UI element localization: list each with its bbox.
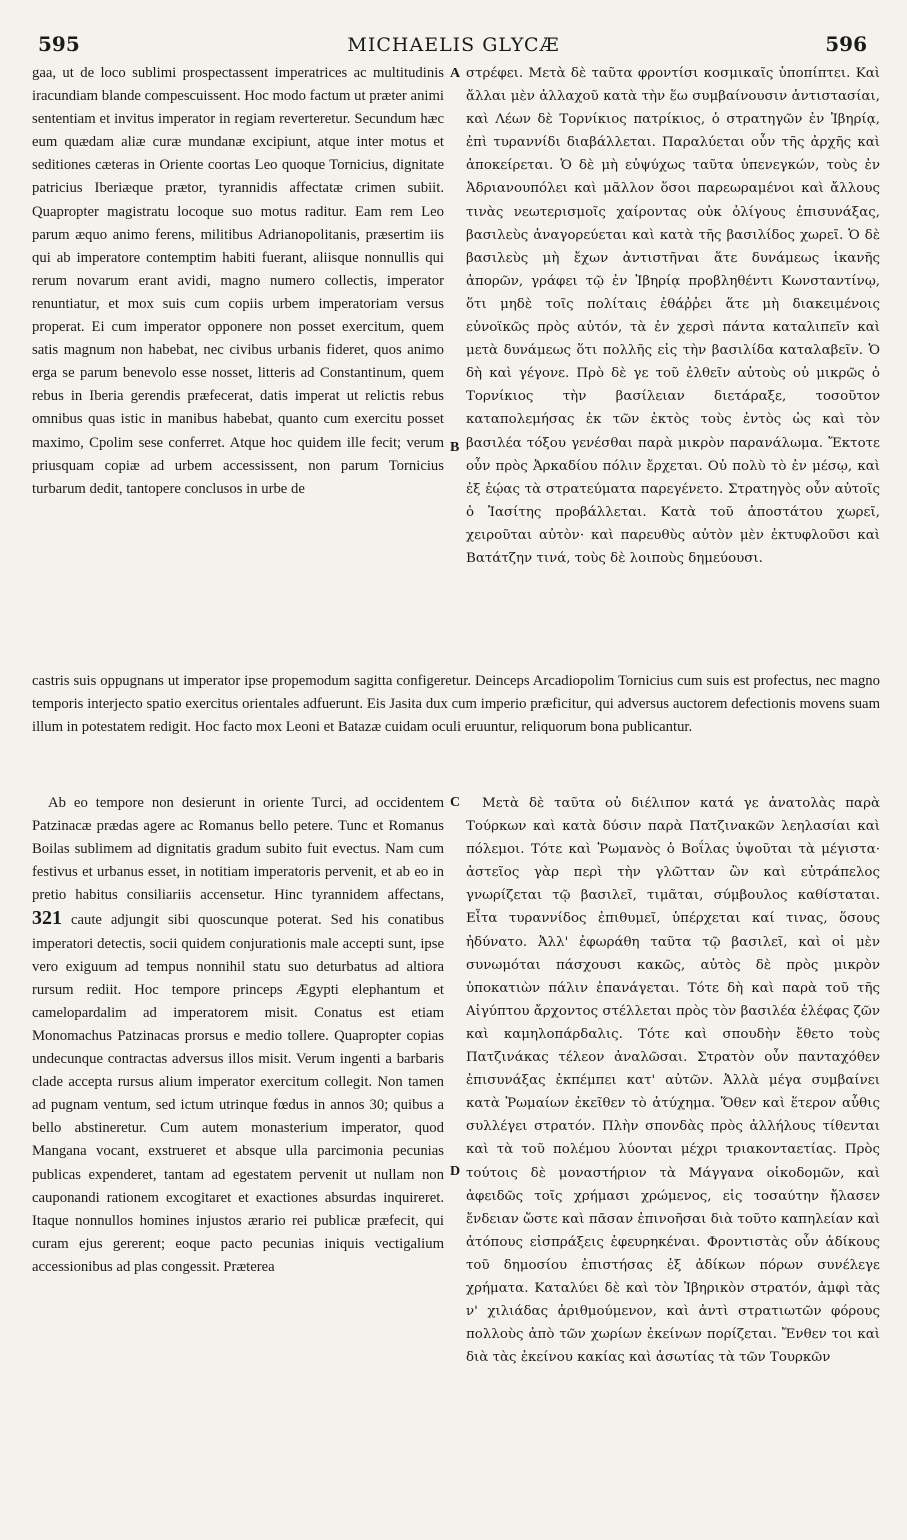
- latin-paragraph-c: [32, 792, 444, 1279]
- running-title: MICHAELIS GLYCÆ: [347, 34, 560, 56]
- latin-paragraph-a: gaa, ut de loco sublimi prospectassent imperatrices ac multitudinis iracundiam blande compescuissent. Hoc modo factum ut præter animi sententiam et invitus imperator in regiam reverteretur. Secundum hæc eum quædam aliæ curæ mundanæ excipiunt, atque inter motus et seditiones cæteras in Oriente coortas Leo quoque Tornicius, dignitate patricius Iberiæque prætor, tyrannidis affectatæ crimen subiit. Quapropter magistratu locoque suo motus raditur. Eam rem Leo parum æquo animo ferens, militibus Adrianopolitanis, præsertim iis qui ab imperatore contemptim habiti fuerant, aliisque nonnullis qui rerum novarum erant avidi, magno numero collectis, imperator renuntiatur, et mox suis cum copiis urbem imperatoriam versus properat. Ei cum imperator opponere non posset exercitum, quem satis magnum non habebat, nec civibus urbanis fideret, quos animo erga se parum benevolo esse nosset, litteris ad Constantinum, quem rebus in Iberia gerendis præfecerat, datis imperat ut relictis rebus omnibus quas istic in manibus habebat, quanto cum exercitu posset maximo, Cpolim sese conferret. Atque hoc quidem ille fecit; verum priusquam copiæ ad urbem accessissent, non parum Tornicius turbarum dedit, tantopere conclusos in urbe de: [32, 65, 444, 497]
- section-marker-d: D: [450, 1164, 461, 1179]
- section-marker-a: A: [450, 66, 461, 81]
- right-page-number: 596: [825, 32, 867, 56]
- latin-full-width-continuation: [32, 670, 880, 786]
- greek-column-section-c: [466, 792, 880, 1514]
- latin-paragraph-c-start: Ab eo tempore non desierunt in oriente Turci, ad occidentem Patzinacæ prædas agere ac Romanus bello petere. Tunc et Romanus Boilas sublimem ad dignitatis gradum subito fuit evectus. Nam cum festivus et urbanus esset, in notitiam imperatoris pervenit, et ab eo in pretio habitus consiliariis accensetur. Hinc tyrannidem affectans,: [32, 795, 444, 904]
- left-page-number: 595: [38, 32, 80, 56]
- section-marker-c: C: [450, 795, 461, 810]
- latin-full-width-text: castris suis oppugnans ut imperator ipse propemodum sagitta configeretur. Deinceps Arcadiopolim Tornicius cum suis est profectus, nec magno temporis interjecto spatio exercitus orientales adfuerunt. Eis Jasita dux cum imperio præficitur, qui adversus auctorem defectionis movens suam illum in potestatem redigit. Hoc facto mox Leoni et Batazæ cuidam oculi eruuntur, reliquorum bona publicantur.: [32, 673, 880, 736]
- section-marker-b: B: [450, 440, 460, 455]
- latin-paragraph-c-end: caute adjungit sibi quoscunque poterat. Sed his conatibus imperatori detectis, socii quidem conjurationis male accepti sunt, ipse vero exiguum ad tempus nonnihil statu suo deturbatus ad altiora rursum rediit. Hoc tempore princeps Ægypti elephantum et camelopardalim ad imperatorem misit. Conatus est etiam Monomachus Patzinacas prorsus e medio tollere. Quapropter copias undecunque contractas adversus illos misit. Verum ingenti a barbaris clade accepta rursus alium imperator exercitum collegit. Non tamen ad pugnam ventum, sed ictum utrinque fœdus in annos 30; quibus a bello abstineretur. Cum autem monasterium imperator, quod Mangana vocant, exstrueret et absque ulla parcimonia pecunias publicas expenderet, tantam ad egestatem pervenit ut nullam non cauponandi rationem excogitaret et exactiones absurdas inquireret. Itaque nonnullos homines injustos ærario rei publicæ præfecit, qui curam ejus gererent; eoque pacto pecunias iniquis vectigalium accessionibus ad plas congessit. Præterea: [32, 912, 444, 1275]
- page-reference-number: 321: [32, 907, 62, 930]
- latin-column-section-a: [32, 62, 444, 668]
- greek-paragraph-c: Μετὰ δὲ ταῦτα οὐ διέλιπον κατά γε ἀνατολὰς παρὰ Τούρκων καὶ κατὰ δύσιν παρὰ Πατζινακῶν λεηλασίαι καὶ πόλεμοι. Τότε καὶ Ῥωμανὸς ὁ Βοΐλας ὑψοῦται τὰ μέγιστα· ἀστεῖος γὰρ περὶ τὴν γλῶτταν ὢν καὶ εὐτράπελος γνωρίζεται τῷ βασιλεῖ, τιμᾶται, σύμβουλος καθίσταται. Εἶτα τυραννίδος ἐπιθυμεῖ, ὑπέρχεται καί τινας, ὅσους ἠδύνατο. Ἀλλ' ἐφωράθη ταῦτα τῷ βασιλεῖ, καὶ οἱ μὲν συνωμόται πάσχουσι κακῶς, αὐτὸς δὲ πρὸς μικρὸν ὑποκατιὼν πάλιν ἐπανάγεται. Τότε δὴ καὶ παρὰ τοῦ τῆς Αἰγύπτου ἄρχοντος στέλλεται πρὸς τὸν βασιλέα ἐλέφας ζῶν καὶ καμηλοπάρδαλις. Τότε καὶ σπουδὴν ἔθετο τοὺς Πατζινάκας τέλεον ἀναλῶσαι. Στρατὸν οὖν πανταχόθεν ἐπισυνάξας ἐκπέμπει κατ' αὐτῶν. Ἀλλὰ μέγα συμβαίνει κατὰ Ῥωμαίων ἐκεῖθεν τὸ ἀτύχημα. Ὅθεν καὶ ἕτερον αὖθις συλλέγει στρατόν. Πλὴν σπονδὰς πρὸς ἀλλήλους τίθενται καὶ τὰ τοῦ πολέμου λύονται μέχρι τριακονταετίας. Πρὸς τούτοις δὲ μοναστήριον τὰ Μάγγανα οἰκοδομῶν, καὶ ἀφειδῶς τοῖς χρήμασι χρώμενος, εἰς τοσαύτην ἤλασεν ἔνδειαν ὥστε καὶ πᾶσαν ἐπινοῆσαι διὰ τοῦτο καπηλείαν καὶ ἀτόπους εἰσπράξεις ἐφευρηκέναι. Φροντιστὰς οὖν ἀδίκους τοῦ δημοσίου ἐπιστήσας ἐξ ἀδίκων πόρων συνέλεγε χρήματα. Καταλύει δὲ καὶ τὸν Ἰβηρικὸν στρατόν, ἀμφὶ τὰς ν' χιλιάδας ἀριθμούμενον, καὶ ἀντὶ στρατιωτῶν φόρους πολλοὺς ἀπὸ τῶν χωρίων ἐκείνων πορίζεται. Ἔνθεν τοι καὶ διὰ τὰς ἐκείνου κακίας καὶ ἀσωτίας τὰ τῶν Τουρκῶν: [466, 796, 880, 1366]
- greek-paragraph-a: στρέφει. Μετὰ δὲ ταῦτα φροντίσι κοσμικαῖς ὑποπίπτει. Καὶ ἄλλαι μὲν ἀλλαχοῦ κατὰ τὴν ἕω συμβαίνουσιν ἀντιστασίαι, καὶ Λέων δὲ Τορνίκιος πατρίκιος, ὁ στρατηγῶν ἐν Ἰβηρίᾳ, ἐπὶ τυραννίδι διαβάλλεται. Παραλύεται οὖν τῆς ἀρχῆς καὶ ἀποκείρεται. Ὁ δὲ μὴ εὐψύχως ταῦτα ὑπενεγκών, τοὺς ἐν Ἀδριανουπόλει καὶ μᾶλλον ὅσοι παρεωραμένοι καὶ ἄλλους τινὰς νεωτερισμοῖς χαίροντας οὐκ ὀλίγους ἐπισυνάξας, βασιλεὺς ἀναγορεύεται καὶ κατὰ τῆς βασιλίδος χωρεῖ. Ὁ δὲ βασιλεὺς μὴ ἔχων ἀντιστῆναι ἅτε δυνάμεως ἱκανῆς ἀπορῶν, γράφει τῷ ἐν Ἰβηρίᾳ προβληθέντι Κωνσταντίνῳ, ὅτι μηδὲ τοῖς πολίταις ἐθάῤῥει ἅτε μὴ διακειμένοις εὐνοϊκῶς πρὸς αὐτόν, τὰ ἐν χερσὶ πάντα καταλιπεῖν καὶ μετὰ δυνάμεως ὅτι πολλῆς εἰς τὴν βασιλίδα καταλαβεῖν. Ὁ δὴ καὶ γέγονε. Πρὸ δὲ γε τοῦ ἐλθεῖν αὐτοὺς οὐ μικρῶς ὁ Τορνίκιος τὴν βασίλειαν διετάραξε, τοσοῦτον καταπολεμήσας ἐκ τῶν ἐκτὸς τοὺς ἐντὸς ὡς καὶ τὸν βασιλέα τόξου γενέσθαι παρὰ μικρὸν παρανάλωμα. Ἔκτοτε οὖν πρὸς Ἀρκαδίου πόλιν ἔρχεται. Οὐ πολὺ τὸ ἐν μέσῳ, καὶ ἐξ ἑῴας τὰ στρατεύματα παρεγένετο. Στρατηγὸς οὖν αὐτοῖς ὁ Ἰασίτης προβάλλεται. Κατὰ τοῦ ἀποστάτου χωρεῖ, χειροῦται αὐτὸν· καὶ παρευθὺς αὐτὸν μὲν ἐκτυφλοῦσι καὶ Βατάτζην τινά, τοὺς δὲ λοιποὺς δημεύουσι.: [466, 66, 880, 566]
- running-header: [30, 32, 877, 62]
- latin-column-section-c: [32, 792, 444, 1514]
- greek-column-section-a: [466, 62, 880, 668]
